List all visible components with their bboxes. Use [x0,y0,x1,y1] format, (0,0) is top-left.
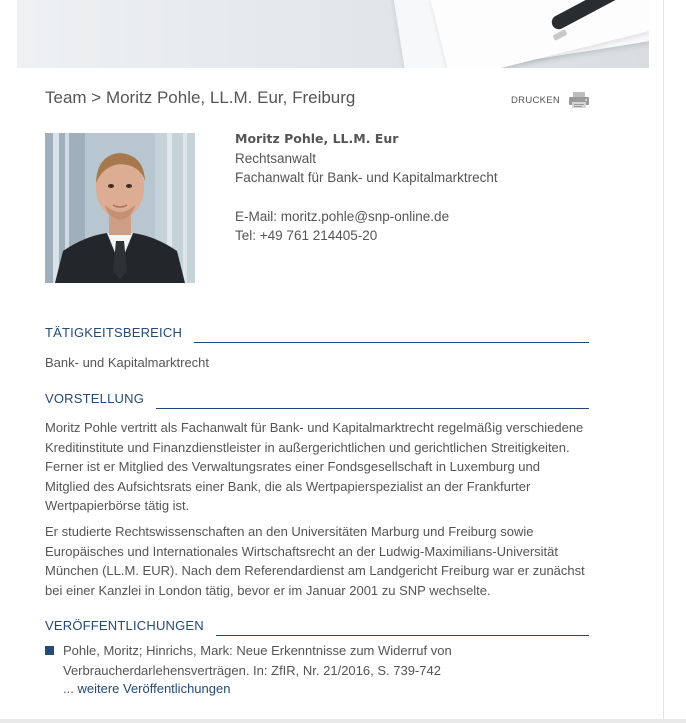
profile-photo [45,133,195,283]
ellipsis: ... [63,681,74,696]
footer-border [0,719,686,723]
email-link[interactable]: moritz.pohle@snp-online.de [280,208,450,224]
left-margin [0,0,17,68]
section-divider [194,342,589,343]
banner-paper [430,0,649,68]
phone-label: Tel: [235,228,257,243]
section-intro-header [45,386,589,406]
text-line: Er studierte Rechtswissenschaften an den Universitäten Marburg und Freiburg sowie [45,524,534,539]
text-line: Ferner ist er Mitglied des Verwaltungsrates einer Fondsgesellschaft in Luxemburg und [45,459,540,474]
print-button[interactable] [511,91,590,109]
text-line: bei einer Kanzlei in London tätig, bevor er im Januar 2001 zu SNP wechselte. [45,582,491,598]
email-line [235,207,498,227]
publication-line: Pohle, Moritz; Hinrichs, Mark: Neue Erkenntnisse zum Widerruf von [63,643,452,658]
section-heading: VERÖFFENTLICHUNGEN [45,618,204,633]
header-banner-image [17,0,649,68]
section-heading: VORSTELLUNG [45,391,145,406]
bullet-square-icon [45,646,54,655]
phone-number: +49 761 214405-20 [259,228,378,243]
phone-line [235,226,498,246]
intro-paragraph-2 [45,522,595,600]
publication-item [45,641,595,680]
section-activity-header [45,320,589,340]
text-line: Mitglied des Aufsichtsrats einer Bank, die als Wertpapierspezialist an der Frankfurter [45,478,531,494]
more-publications [63,679,230,699]
text-line: Kreditinstitute und Finanzdienstleister in außergerichtlichen und gerichtlichen Streitigkeiten. [45,439,570,455]
content-right-border [663,0,664,723]
section-publications-header [45,613,589,633]
email-label: E-Mail: [235,208,278,224]
profile-name: Moritz Pohle, LL.M. Eur [235,131,399,146]
publication-line: Verbraucherdarlehensverträgen. In: ZfIR, Nr. 21/2016, S. 739-742 [63,662,441,678]
intro-paragraph-1 [45,418,595,516]
text-line: München (LL.M. EUR). Nach dem Referendardienst am Landgericht Freiburg war er zunächst [45,563,585,578]
section-divider [156,408,589,409]
profile-specialization: Fachanwalt für Bank- und Kapitalmarktrecht [235,170,498,185]
profile-title: Rechtsanwalt [235,150,317,166]
section-heading: TÄTIGKEITSBEREICH [45,325,183,340]
more-publications-link[interactable]: weitere Veröffentlichungen [77,681,231,696]
text-line: Wertpapierbörse tätig ist. [45,498,190,513]
print-label: DRUCKEN [511,94,561,106]
section-divider [216,635,589,636]
printer-icon [568,91,590,109]
contact-card [235,129,498,246]
text-line: Europäisches und Internationales Wirtschaftsrecht an der Ludwig-Maximilians-Universität [45,543,559,559]
breadcrumb: Team > Moritz Pohle, LL.M. Eur, Freiburg [45,88,356,107]
activity-text: Bank- und Kapitalmarktrecht [45,355,210,370]
text-line: Moritz Pohle vertritt als Fachanwalt für Bank- und Kapitalmarktrecht regelmäßig verschiedene [45,420,584,435]
